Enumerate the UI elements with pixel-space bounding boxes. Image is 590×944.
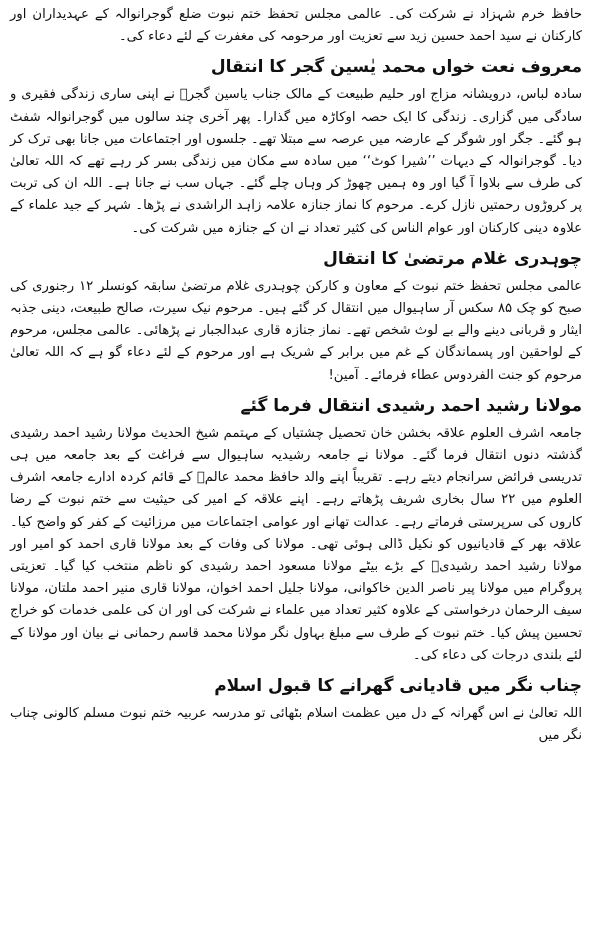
yasin-gujjar-paragraph: سادہ لباس، درویشانہ مزاج اور حلیم طبیعت کے مالک جناب یاسین گجرؒ نے اپنی ساری زندگی فقیری و سادگی میں گزاری۔ زندگی کا ایک حصہ اوکاڑہ میں گذارا۔ پھر آخری چند سالوں میں گوجرانوالہ شفٹ ہو گئے۔ جگر اور شوگر کے عارضہ میں عرصہ سے مبتلا تھے۔ جلسوں اور اجتماعات میں جانا بھی ترک کر دیا۔ گوجرانوالہ کے دیہات ’’شیرا کوٹ‘‘ میں سادہ سے مکان میں زندگی بسر کر رہے تھے کہ اللہ تعالیٰ کی طرف سے بلاوا آ گیا اور وہ ہمیں چھوڑ کر وہاں چلے گئے۔ جہاں سب نے جانا ہے۔ اللہ ان کی تربت پر کروڑوں رحمتیں نازل کرے۔ مرحوم کا نماز جنازہ علامہ زاہد الراشدی نے پڑھا۔ شہر کے جید علماء کے علاوہ دینی کارکنان اور عوام الناس کی کثیر تعداد نے ان کے جنازہ میں شرکت کی۔ (10, 87, 582, 236)
section-heading-yasin-gujjar: معروف نعت خواں محمد یٰسین گجر کا انتقال (210, 57, 582, 78)
intro-paragraph: حافظ خرم شہزاد نے شرکت کی۔ عالمی مجلس تحفظ ختم نبوت ضلع گوجرانوالہ کے عہدیداران اور کارکنان نے سید احمد حسین زید سے تعزیت اور مرحومہ کی مغفرت کے لئے دعاء کی۔ (10, 7, 582, 45)
rasheed-ahmad-paragraph: جامعہ اشرف العلوم علاقہ بخشن خان تحصیل چشتیاں کے مہتمم شیخ الحدیث مولانا رشید احمد رشیدی گذشتہ دنوں انتقال فرما گئے۔ مولانا نے جامعہ رشیدیہ ساہیوال سے فراغت کے بعد جامعہ میں ہی تدریسی فرائض سرانجام دیتے رہے۔ تقریباً اپنے والد حافظ محمد عالمؒ کے قائم کردہ ادارے جامعہ اشرف العلوم میں ۲۲ سال بخاری شریف پڑھاتے رہے۔ اپنے علاقہ کے امیر کی حیثیت سے ختم نبوت کے رضا کاروں کی سرپرستی فرماتے رہے۔ عدالت تھانے اور عوامی اجتماعات میں مرزائیت کے کفر کو واضح کیا۔ علاقہ بھر کے قادیانیوں کو نکیل ڈالی ہوئی تھی۔ مولانا کی وفات کے بعد مولانا قاری احمد کو امیر اور مولانا رشید احمد رشیدیؒ کے بڑے بیٹے مولانا مسعود احمد رشیدی کو ناظم منتخب کیا گیا۔ تعزیتی پروگرام میں مولانا پیر ناصر الدین خاکوانی، مولانا جلیل احمد اخوان، مولانا قاری منیر احمد ملتان، مولانا سیف الرحمان درخواستی کے علاوہ کثیر تعداد میں علماء نے شرکت کی اور ان کی علمی خدمات کو خراج تحسین پیش کیا۔ ختم نبوت کے طرف سے مبلغ بہاول نگر مولانا محمد قاسم رحمانی نے بیان اور مولانا کے لئے بلندی درجات کی دعاء کی۔ (10, 425, 582, 663)
ghulam-murtaza-paragraph: عالمی مجلس تحفظ ختم نبوت کے معاون و کارکن چوہدری غلام مرتضیٰ سابقہ کونسلر ۱۲ رجنوری کی صبح کو چک ۸۵ سکس آر ساہیوال میں انتقال کر گئے ہیں۔ مرحوم نیک سیرت، صالح طبیعت، دینی جذبہ ایثار و قربانی دینے والے بے لوث شخص تھے۔ نماز جنازہ قاری عبدالجبار نے پڑھائی۔ عالمی مجلس، مرحوم کے لواحقین اور پسماندگان کے غم میں برابر کے شریک ہے اور مرحوم کے لئے دعاء گو ہے کہ اللہ تعالیٰ مرحوم کو جنت الفردوس عطاء فرمائے۔ آمین! (10, 278, 582, 383)
intro-section (10, 4, 582, 48)
chenab-nagar-paragraph: اللہ تعالیٰ نے اس گھرانہ کے دل میں عظمت اسلام بٹھائی تو مدرسہ عربیہ ختم نبوت مسلم کالونی چناب نگر میں (10, 706, 582, 744)
yasin-gujjar-section (10, 54, 582, 239)
section-heading-rasheed-ahmad: مولانا رشید احمد رشیدی انتقال فرما گئے (240, 395, 582, 416)
rasheed-ahmad-section (10, 393, 582, 667)
chenab-nagar-section (10, 673, 582, 747)
section-heading-chenab-nagar: چناب نگر میں قادیانی گھرانے کا قبول اسلام (214, 676, 582, 697)
ghulam-murtaza-section (10, 246, 582, 387)
section-heading-ghulam-murtaza: چوہدری غلام مرتضیٰ کا انتقال (323, 248, 582, 269)
